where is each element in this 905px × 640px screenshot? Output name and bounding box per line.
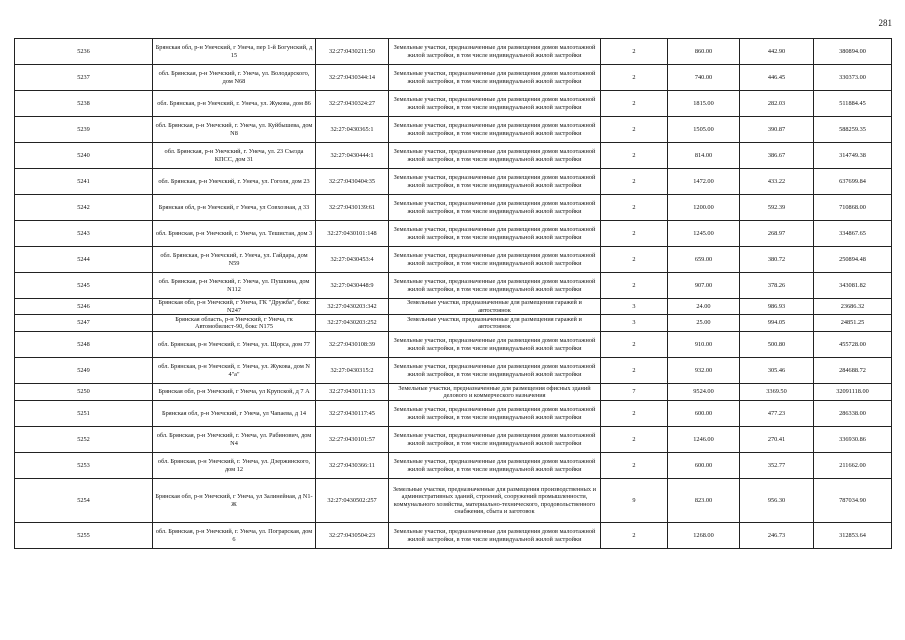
table-row — [15, 401, 892, 427]
cell-cadastral-value: 511884.45 — [814, 91, 892, 117]
table-row — [15, 91, 892, 117]
cell-cadastral-value: 588259.35 — [814, 117, 892, 143]
cell-record-number: 5253 — [15, 453, 153, 479]
table-row — [15, 65, 892, 91]
cell-cadastral-number: 32:27:0430203:342 — [316, 299, 389, 315]
cell-record-number: 5255 — [15, 523, 153, 549]
cell-cadastral-number: 32:27:0430448:9 — [316, 273, 389, 299]
cell-specific-value: 378.26 — [740, 273, 814, 299]
cell-cadastral-number: 32:27:0430203:252 — [316, 315, 389, 332]
table-row — [15, 117, 892, 143]
cell-area: 1472.00 — [668, 169, 740, 195]
table-row — [15, 358, 892, 384]
cell-address: обл. Брянская, р-н Унечский, г. Унеча, ул. Куйбышева, дом N8 — [153, 117, 316, 143]
cell-area: 659.00 — [668, 247, 740, 273]
cell-cadastral-number: 32:27:0430108:39 — [316, 332, 389, 358]
cell-group-code: 2 — [601, 65, 668, 91]
cell-specific-value: 3369.50 — [740, 384, 814, 401]
cell-cadastral-number: 32:27:0430139:61 — [316, 195, 389, 221]
cell-address: обл. Брянская, р-н Унечский, г. Унеча, ул. Пушкина, дом N112 — [153, 273, 316, 299]
cell-record-number: 5241 — [15, 169, 153, 195]
cell-cadastral-value: 250894.48 — [814, 247, 892, 273]
table-row — [15, 479, 892, 523]
cell-land-use: Земельные участки, предназначенные для размещения домов малоэтажной жилой застройки, в том числе индивидуальной жилой застройки — [389, 65, 601, 91]
cell-address: обл. Брянская, р-н Унечский, г. Унеча, ул. Гайдара, дом N59 — [153, 247, 316, 273]
cell-specific-value: 386.67 — [740, 143, 814, 169]
page-number: 281 — [878, 18, 892, 28]
cell-record-number: 5250 — [15, 384, 153, 401]
cell-record-number: 5247 — [15, 315, 153, 332]
cell-cadastral-value: 455728.00 — [814, 332, 892, 358]
cell-cadastral-number: 32:27:0430444:1 — [316, 143, 389, 169]
cell-group-code: 2 — [601, 332, 668, 358]
cell-group-code: 2 — [601, 247, 668, 273]
cell-land-use: Земельные участки, предназначенные для размещения домов малоэтажной жилой застройки, в том числе индивидуальной жилой застройки — [389, 117, 601, 143]
cell-area: 1246.00 — [668, 427, 740, 453]
cell-cadastral-value: 637699.84 — [814, 169, 892, 195]
cell-specific-value: 246.73 — [740, 523, 814, 549]
cell-land-use: Земельные участки, предназначенные для размещения домов малоэтажной жилой застройки, в том числе индивидуальной жилой застройки — [389, 401, 601, 427]
cell-specific-value: 442.90 — [740, 39, 814, 65]
cell-record-number: 5243 — [15, 221, 153, 247]
table-row — [15, 453, 892, 479]
cell-area: 9524.00 — [668, 384, 740, 401]
cell-land-use: Земельные участки, предназначенные для размещения домов малоэтажной жилой застройки, в том числе индивидуальной жилой застройки — [389, 358, 601, 384]
table-row — [15, 169, 892, 195]
cell-address: Брянская обл, р-н Унечский, г Унеча, ул Залинейная, д N1-Ж — [153, 479, 316, 523]
cell-group-code: 3 — [601, 299, 668, 315]
cell-land-use: Земельные участки, предназначенные для размещения производственных и административных зданий, строений, сооружений промышленности, коммунального хозяйства, материально-технического, продовольственного снабжения, сбыта и заготовок — [389, 479, 601, 523]
cell-specific-value: 352.77 — [740, 453, 814, 479]
table-row — [15, 273, 892, 299]
cell-cadastral-value: 24851.25 — [814, 315, 892, 332]
cell-address: Брянская область, р-н Унечский, г Унеча, гк Автомобилист-90, бокс N175 — [153, 315, 316, 332]
cell-specific-value: 390.87 — [740, 117, 814, 143]
cell-cadastral-value: 286338.00 — [814, 401, 892, 427]
cell-specific-value: 994.05 — [740, 315, 814, 332]
cell-cadastral-value: 312853.64 — [814, 523, 892, 549]
cell-cadastral-value: 23686.32 — [814, 299, 892, 315]
cell-area: 860.00 — [668, 39, 740, 65]
cell-record-number: 5246 — [15, 299, 153, 315]
cell-specific-value: 380.72 — [740, 247, 814, 273]
table-row — [15, 221, 892, 247]
cell-record-number: 5254 — [15, 479, 153, 523]
cell-record-number: 5252 — [15, 427, 153, 453]
cell-specific-value: 433.22 — [740, 169, 814, 195]
cell-land-use: Земельные участки, предназначенные для размещения домов малоэтажной жилой застройки, в том числе индивидуальной жилой застройки — [389, 169, 601, 195]
cell-land-use: Земельные участки, предназначенные для размещения гаражей и автостоянок — [389, 315, 601, 332]
cell-area: 907.00 — [668, 273, 740, 299]
cell-land-use: Земельные участки, предназначенные для размещения домов малоэтажной жилой застройки, в том числе индивидуальной жилой застройки — [389, 453, 601, 479]
cell-land-use: Земельные участки, предназначенные для размещения домов малоэтажной жилой застройки, в том числе индивидуальной жилой застройки — [389, 247, 601, 273]
cell-address: обл. Брянская, р-н Унечский, г. Унеча, ул. Тешистая, дом 3 — [153, 221, 316, 247]
cell-cadastral-number: 32:27:0430404:35 — [316, 169, 389, 195]
cadastral-value-table — [14, 38, 892, 549]
cell-group-code: 2 — [601, 195, 668, 221]
table-row — [15, 315, 892, 332]
cell-area: 1815.00 — [668, 91, 740, 117]
cell-record-number: 5238 — [15, 91, 153, 117]
cell-cadastral-value: 343081.82 — [814, 273, 892, 299]
cell-cadastral-number: 32:27:0430111:13 — [316, 384, 389, 401]
cell-cadastral-value: 336930.86 — [814, 427, 892, 453]
cell-address: обл. Брянская, р-н Унечский, г. Унеча, ул. Володарского, дом N68 — [153, 65, 316, 91]
cell-area: 25.00 — [668, 315, 740, 332]
cell-cadastral-number: 32:27:0430366:11 — [316, 453, 389, 479]
cell-address: обл. Брянская, р-н Унечский, г. Унеча, ул. Щорса, дом 77 — [153, 332, 316, 358]
cell-group-code: 2 — [601, 39, 668, 65]
cell-cadastral-number: 32:27:0430101:57 — [316, 427, 389, 453]
cell-record-number: 5244 — [15, 247, 153, 273]
cell-record-number: 5240 — [15, 143, 153, 169]
cell-address: обл. Брянская, р-н Унечский, г. Унеча, ул. Жукова, дом N 4"а" — [153, 358, 316, 384]
cell-record-number: 5242 — [15, 195, 153, 221]
cell-group-code: 2 — [601, 91, 668, 117]
cell-area: 740.00 — [668, 65, 740, 91]
cell-address: обл. Брянская, р-н Унечский, г. Унеча, ул. 23 Съезда КПСС, дом 31 — [153, 143, 316, 169]
cell-land-use: Земельные участки, предназначенные для размещения домов малоэтажной жилой застройки, в том числе индивидуальной жилой застройки — [389, 221, 601, 247]
cell-cadastral-value: 314749.38 — [814, 143, 892, 169]
cell-specific-value: 446.45 — [740, 65, 814, 91]
cell-record-number: 5248 — [15, 332, 153, 358]
cell-address: обл. Брянская, р-н Унечский, г. Унеча, ул. Дзержинского, дом 12 — [153, 453, 316, 479]
cell-group-code: 2 — [601, 169, 668, 195]
cell-area: 1268.00 — [668, 523, 740, 549]
cell-area: 814.00 — [668, 143, 740, 169]
table-row — [15, 523, 892, 549]
cell-cadastral-value: 211662.00 — [814, 453, 892, 479]
cell-land-use: Земельные участки, предназначенные для размещения домов малоэтажной жилой застройки, в том числе индивидуальной жилой застройки — [389, 143, 601, 169]
cell-area: 823.00 — [668, 479, 740, 523]
cell-cadastral-number: 32:27:0430315:2 — [316, 358, 389, 384]
cell-land-use: Земельные участки, предназначенные для размещения домов малоэтажной жилой застройки, в том числе индивидуальной жилой застройки — [389, 523, 601, 549]
cell-specific-value: 592.39 — [740, 195, 814, 221]
cell-address: Брянская обл, р-н Унечский, г Унеча, ул Совхозная, д 33 — [153, 195, 316, 221]
cell-group-code: 9 — [601, 479, 668, 523]
cell-land-use: Земельные участки, предназначенные для размещения домов малоэтажной жилой застройки, в том числе индивидуальной жилой застройки — [389, 332, 601, 358]
cell-area: 600.00 — [668, 401, 740, 427]
cell-cadastral-number: 32:27:0430504:23 — [316, 523, 389, 549]
table-row — [15, 143, 892, 169]
cell-land-use: Земельные участки, предназначенные для размещения домов малоэтажной жилой застройки, в том числе индивидуальной жилой застройки — [389, 39, 601, 65]
cell-group-code: 2 — [601, 221, 668, 247]
table-row — [15, 195, 892, 221]
cell-cadastral-value: 787034.90 — [814, 479, 892, 523]
cell-address: Брянская обл, р-н Унечский, г Унеча, ГК "Дружба", бокс N247 — [153, 299, 316, 315]
cell-area: 1505.00 — [668, 117, 740, 143]
cell-land-use: Земельные участки, предназначенные для размещения гаражей и автостоянок — [389, 299, 601, 315]
cell-specific-value: 305.46 — [740, 358, 814, 384]
cell-record-number: 5239 — [15, 117, 153, 143]
cell-cadastral-number: 32:27:0430502:257 — [316, 479, 389, 523]
cell-group-code: 2 — [601, 453, 668, 479]
cell-land-use: Земельные участки, предназначенные для размещения офисных зданий делового и коммерческого назначения — [389, 384, 601, 401]
cell-specific-value: 282.03 — [740, 91, 814, 117]
table-row — [15, 332, 892, 358]
cell-address: Брянская обл, р-н Унечский, г Унеча, ул Крупской, д 7 А — [153, 384, 316, 401]
cell-specific-value: 986.93 — [740, 299, 814, 315]
cell-land-use: Земельные участки, предназначенные для размещения домов малоэтажной жилой застройки, в том числе индивидуальной жилой застройки — [389, 91, 601, 117]
cell-area: 910.00 — [668, 332, 740, 358]
cell-area: 600.00 — [668, 453, 740, 479]
table-body — [15, 39, 892, 549]
table-row — [15, 247, 892, 273]
cell-group-code: 3 — [601, 315, 668, 332]
cell-address: Брянская обл, р-н Унечский, г Унеча, ул Чапаева, д 14 — [153, 401, 316, 427]
cell-address: обл. Брянская, р-н Унечский, г. Унеча, ул. Гоголя, дом 23 — [153, 169, 316, 195]
cell-group-code: 7 — [601, 384, 668, 401]
cell-cadastral-number: 32:27:0430101:148 — [316, 221, 389, 247]
cell-cadastral-value: 330373.00 — [814, 65, 892, 91]
cell-record-number: 5249 — [15, 358, 153, 384]
cell-cadastral-number: 32:27:0430117:45 — [316, 401, 389, 427]
table-row — [15, 299, 892, 315]
cell-land-use: Земельные участки, предназначенные для размещения домов малоэтажной жилой застройки, в том числе индивидуальной жилой застройки — [389, 427, 601, 453]
cell-group-code: 2 — [601, 273, 668, 299]
cell-area: 1200.00 — [668, 195, 740, 221]
cell-land-use: Земельные участки, предназначенные для размещения домов малоэтажной жилой застройки, в том числе индивидуальной жилой застройки — [389, 195, 601, 221]
cell-cadastral-number: 32:27:0430453:4 — [316, 247, 389, 273]
cell-group-code: 2 — [601, 427, 668, 453]
cell-specific-value: 956.30 — [740, 479, 814, 523]
cell-cadastral-value: 32091118.00 — [814, 384, 892, 401]
cell-group-code: 2 — [601, 401, 668, 427]
cell-cadastral-number: 32:27:0430324:27 — [316, 91, 389, 117]
cell-address: обл. Брянская, р-н Унечский, г. Унеча, ул. Рабинович, дом N4 — [153, 427, 316, 453]
cell-address: обл. Брянская, р-н Унечский, г. Унеча, ул. Жукова, дом 86 — [153, 91, 316, 117]
cell-address: Брянская обл, р-н Унечский, г Унеча, пер 1-й Богунский, д 15 — [153, 39, 316, 65]
table-row — [15, 39, 892, 65]
cell-group-code: 2 — [601, 523, 668, 549]
cell-specific-value: 270.41 — [740, 427, 814, 453]
cell-cadastral-value: 334867.65 — [814, 221, 892, 247]
cell-cadastral-number: 32:27:0430365:1 — [316, 117, 389, 143]
cell-specific-value: 268.97 — [740, 221, 814, 247]
cell-record-number: 5237 — [15, 65, 153, 91]
cell-group-code: 2 — [601, 358, 668, 384]
cell-specific-value: 500.80 — [740, 332, 814, 358]
cell-group-code: 2 — [601, 143, 668, 169]
cell-specific-value: 477.23 — [740, 401, 814, 427]
cell-record-number: 5236 — [15, 39, 153, 65]
cell-group-code: 2 — [601, 117, 668, 143]
cell-area: 24.00 — [668, 299, 740, 315]
cell-cadastral-value: 710868.00 — [814, 195, 892, 221]
table-row — [15, 427, 892, 453]
cell-land-use: Земельные участки, предназначенные для размещения домов малоэтажной жилой застройки, в том числе индивидуальной жилой застройки — [389, 273, 601, 299]
cell-area: 1245.00 — [668, 221, 740, 247]
cell-address: обл. Брянская, р-н Унечский, г. Унеча, ул. Пограрская, дом 6 — [153, 523, 316, 549]
cell-cadastral-value: 284688.72 — [814, 358, 892, 384]
cell-cadastral-value: 380894.00 — [814, 39, 892, 65]
cell-record-number: 5245 — [15, 273, 153, 299]
cell-area: 932.00 — [668, 358, 740, 384]
cell-cadastral-number: 32:27:0430211:50 — [316, 39, 389, 65]
cell-record-number: 5251 — [15, 401, 153, 427]
cell-cadastral-number: 32:27:0430344:14 — [316, 65, 389, 91]
table-row — [15, 384, 892, 401]
